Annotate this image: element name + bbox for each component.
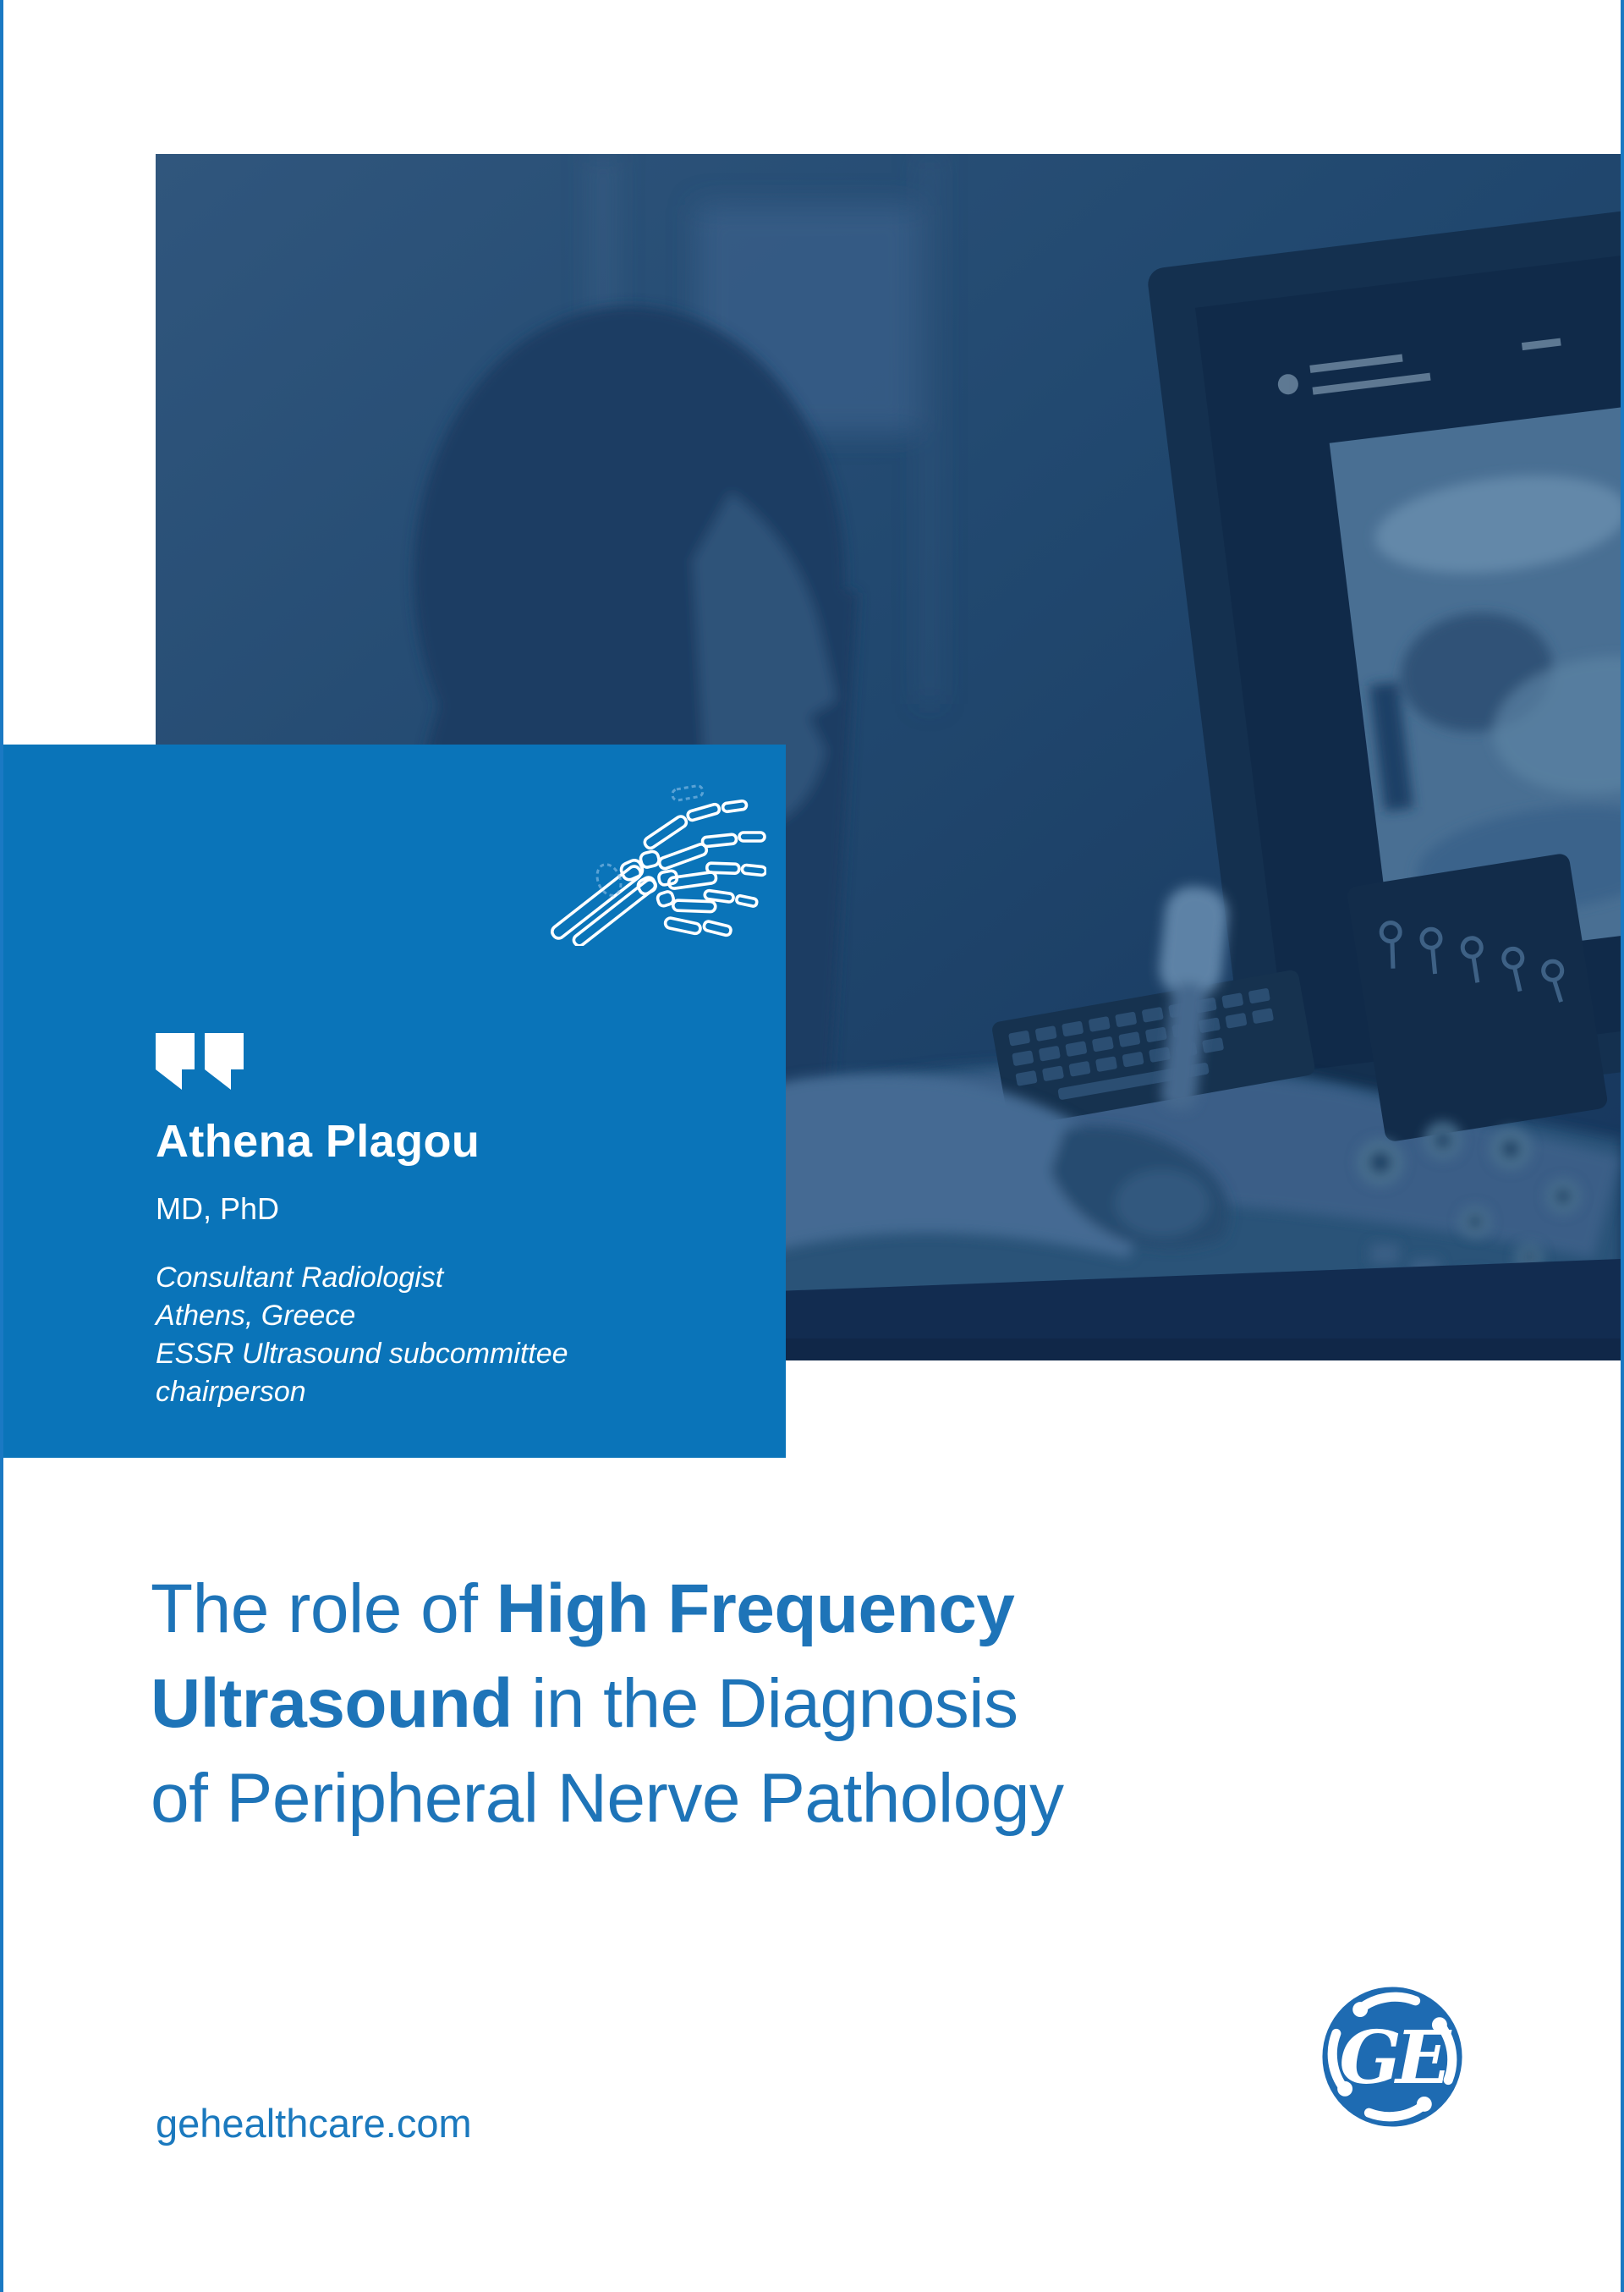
- title-segment: in the Diagnosis: [512, 1665, 1018, 1742]
- title-segment-bold: Ultrasound: [151, 1665, 513, 1742]
- ge-monogram-logo: [1320, 1984, 1465, 2130]
- ge-monogram-letters: GE: [1339, 2014, 1446, 2101]
- hand-bones-xray-icon: [538, 777, 766, 946]
- double-quote-icon: [156, 1033, 244, 1091]
- page-title: [151, 1562, 1063, 1846]
- author-bio: [156, 1259, 568, 1411]
- author-name: Athena Plagou: [156, 1116, 480, 1167]
- right-edge-accent-line: [1621, 0, 1624, 2292]
- left-edge-accent-line: [0, 0, 3, 2292]
- title-segment: The role of: [151, 1570, 497, 1647]
- author-card: [0, 745, 786, 1458]
- title-segment: of Peripheral Nerve Pathology: [151, 1760, 1064, 1837]
- touchscreen: [1346, 853, 1608, 1143]
- bio-line: Athens, Greece: [156, 1300, 356, 1332]
- bio-line: chairperson: [156, 1376, 306, 1408]
- bio-line: ESSR Ultrasound subcommittee: [156, 1338, 568, 1370]
- author-credentials: MD, PhD: [156, 1191, 280, 1226]
- title-segment-bold: High Frequency: [496, 1570, 1015, 1647]
- bio-line: Consultant Radiologist: [156, 1261, 444, 1294]
- website-link[interactable]: gehealthcare.com: [156, 2101, 472, 2146]
